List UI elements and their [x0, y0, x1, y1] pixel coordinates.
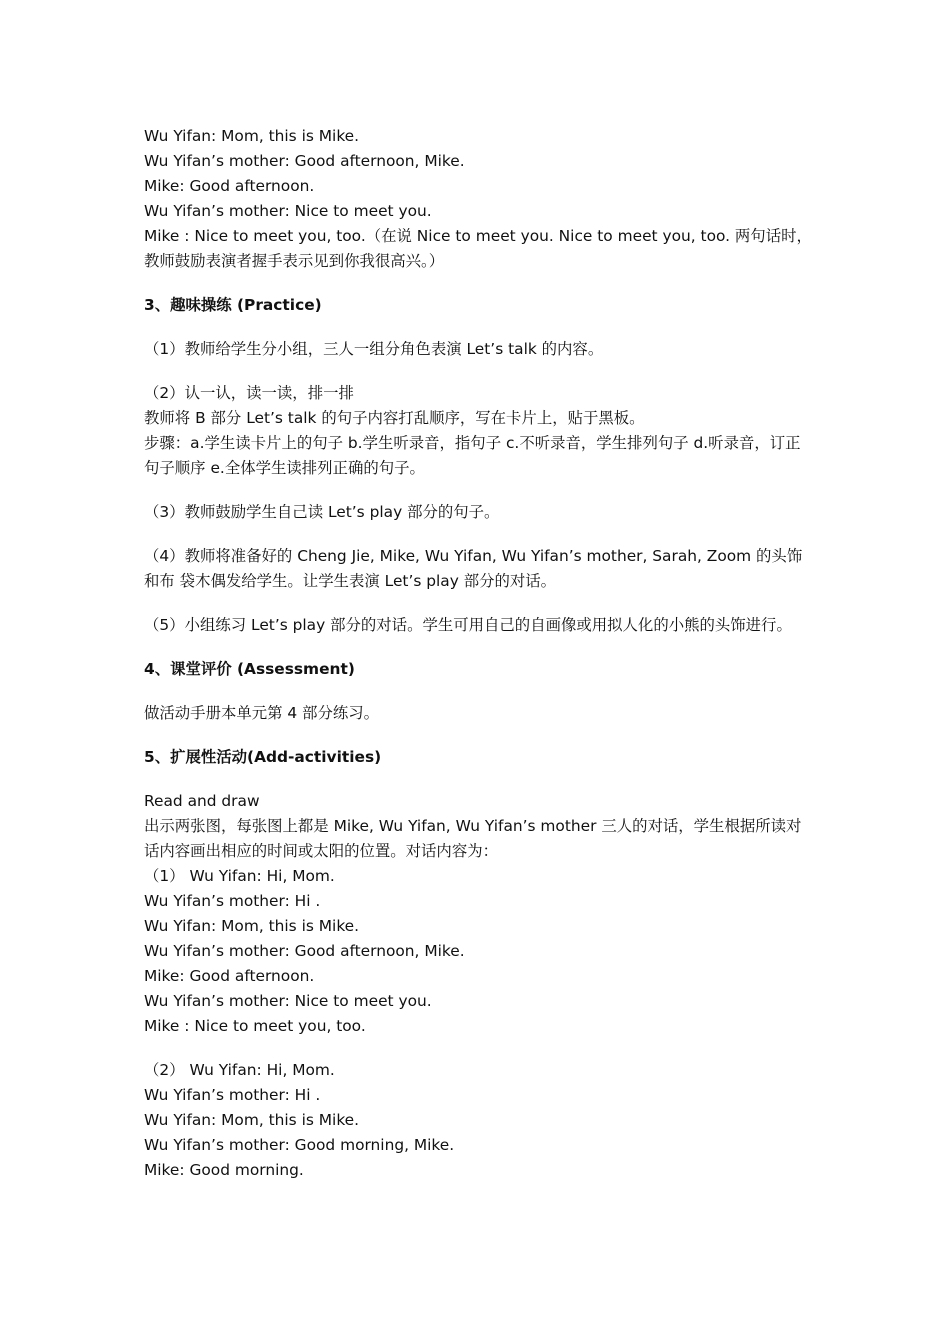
heading-practice: 3、趣味操练 (Practice) — [144, 296, 322, 314]
dialogue-line: Wu Yifan’s mother: Hi . — [144, 892, 321, 910]
activities-intro: 出示两张图，每张图上都是 Mike, Wu Yifan, Wu Yifan’s mother 三人的对话，学生根据所读对话内容画出相应的时间或太阳的位置。对话内容为： — [144, 817, 802, 860]
practice-step-5: （5）小组练习 Let’s play 部分的对话。学生可用自己的自画像或用拟人化的小熊的头饰进行。 — [144, 616, 792, 634]
dialogue-line: Mike: Good afternoon. — [144, 967, 315, 985]
document-page — [144, 124, 812, 1183]
practice-step-2-text: 教师将 B 部分 Let’s talk 的句子内容打乱顺序，写在卡片上，贴于黑板。 — [144, 409, 645, 427]
dialogue-line: Mike: Good afternoon. — [144, 177, 315, 195]
heading-assessment: 4、课堂评价 (Assessment) — [144, 660, 355, 678]
practice-step-1: （1）教师给学生分小组，三人一组分角色表演 Let’s talk 的内容。 — [144, 340, 604, 358]
dialogue-line-with-note: Mike : Nice to meet you, too.（在说 Nice to meet you. Nice to meet you, too. 两句话时，教师鼓励表演者握手表示见到你我很高兴。） — [144, 227, 812, 270]
heading-activities: 5、扩展性活动(Add-activities) — [144, 748, 382, 766]
assessment-text: 做活动手册本单元第 4 部分练习。 — [144, 704, 380, 722]
dialogue-line: Wu Yifan: Mom, this is Mike. — [144, 917, 360, 935]
dialogue-block-a — [144, 124, 812, 274]
practice-step-3: （3）教师鼓励学生自己读 Let’s play 部分的句子。 — [144, 503, 500, 521]
practice-step-2-steps: 步骤：a.学生读卡片上的句子 b.学生听录音，指句子 c.不听录音，学生排列句子 d.听录音，订正句子顺序 e.全体学生读排列正确的句子。 — [144, 434, 801, 477]
dialogue-line: Wu Yifan’s mother: Nice to meet you. — [144, 202, 432, 220]
practice-step-2-title: （2）认一认，读一读，排一排 — [144, 384, 354, 402]
practice-step-4: （4）教师将准备好的 Cheng Jie, Mike, Wu Yifan, Wu Yifan’s mother, Sarah, Zoom 的头饰和布 袋木偶发给学生。让学生表演 Let’s play 部分的对话。 — [144, 547, 803, 590]
dialogue-block-2 — [144, 1058, 812, 1183]
practice-step-2 — [144, 381, 812, 481]
dialogue-line: Wu Yifan: Mom, this is Mike. — [144, 127, 360, 145]
dialogue-line: Wu Yifan’s mother: Good afternoon, Mike. — [144, 152, 465, 170]
activities-title: Read and draw — [144, 792, 260, 810]
activities-block — [144, 789, 812, 1039]
dialogue-line: Wu Yifan’s mother: Hi . — [144, 1086, 321, 1104]
dialogue-block-1 — [144, 864, 812, 1039]
dialogue-line: Wu Yifan’s mother: Good afternoon, Mike. — [144, 942, 465, 960]
dialogue-line: Wu Yifan’s mother: Nice to meet you. — [144, 992, 432, 1010]
dialogue-line: （1） Wu Yifan: Hi, Mom. — [144, 867, 335, 885]
dialogue-line: Mike: Good morning. — [144, 1161, 304, 1179]
dialogue-line: Mike : Nice to meet you, too. — [144, 1017, 366, 1035]
dialogue-line: Wu Yifan’s mother: Good morning, Mike. — [144, 1136, 455, 1154]
dialogue-line: Wu Yifan: Mom, this is Mike. — [144, 1111, 360, 1129]
dialogue-line: （2） Wu Yifan: Hi, Mom. — [144, 1061, 335, 1079]
